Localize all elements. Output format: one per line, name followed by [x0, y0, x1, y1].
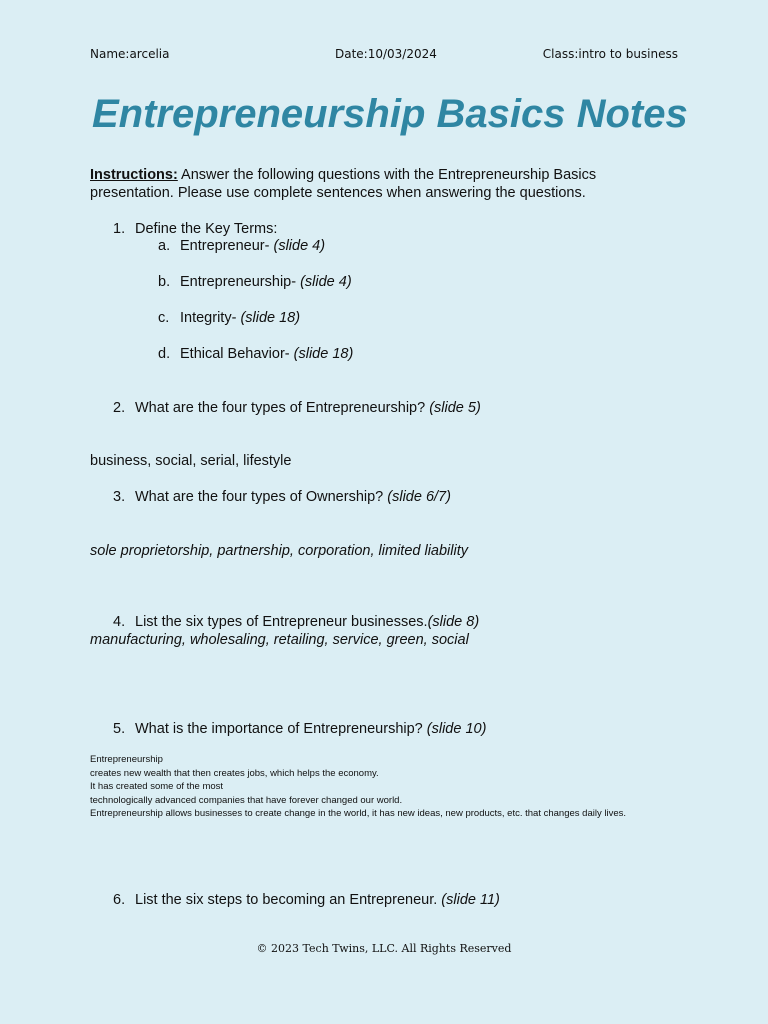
student-name: Name:arcelia [90, 47, 170, 61]
instructions-label: Instructions: [90, 167, 178, 183]
slide-ref: (slide 18) [240, 310, 301, 326]
question-number: 5. [113, 721, 126, 737]
instructions-text: Answer the following questions with the Entrepreneurship Basics presentation. Please use complete sentences when answering the questions. [90, 167, 597, 201]
answer-2: business, social, serial, lifestyle [90, 453, 292, 469]
date-field: Date:10/03/2024 [335, 47, 437, 61]
answer-line: creates new wealth that then creates jobs, which helps the economy. [90, 767, 379, 779]
answer-5 [90, 753, 626, 821]
question-number: 4. [113, 614, 126, 630]
slide-ref: (slide 5) [429, 400, 481, 416]
slide-ref: (slide 6/7) [387, 489, 451, 505]
term-letter: c. [158, 310, 170, 326]
answer-line: Entrepreneurship allows businesses to create change in the world, it has new ideas, new products, etc. that changes daily lives. [90, 808, 626, 820]
question-number: 1. [113, 221, 126, 237]
answer-4: manufacturing, wholesaling, retailing, service, green, social [90, 632, 469, 648]
question-text: What are the four types of Ownership? [135, 489, 388, 505]
question-text: What are the four types of Entrepreneurship? [135, 400, 430, 416]
class-field: Class:intro to business [542, 47, 678, 61]
question-number: 3. [113, 489, 126, 505]
question-text: Define the Key Terms: [135, 221, 278, 237]
slide-ref: (slide 4) [273, 238, 326, 254]
answer-line: It has created some of the most [90, 781, 224, 793]
term-label: Integrity- [180, 310, 241, 326]
term-letter: b. [158, 274, 171, 290]
answer-line: Entrepreneurship [90, 754, 163, 765]
term-label: Entrepreneurship- [180, 274, 301, 290]
question-4 [113, 613, 479, 631]
question-6 [113, 891, 500, 909]
question-text: What is the importance of Entrepreneurship? [135, 721, 427, 737]
term-letter: a. [158, 238, 171, 254]
question-5 [113, 720, 486, 738]
term-label: Entrepreneur- [180, 238, 274, 254]
answer-line: technologically advanced companies that have forever changed our world. [90, 794, 403, 806]
slide-ref: (slide 18) [293, 346, 354, 362]
slide-ref: (slide 10) [426, 721, 487, 737]
term-label: Ethical Behavior- [180, 346, 294, 362]
question-3 [113, 488, 451, 506]
question-1 [113, 220, 277, 238]
slide-ref: (slide 8) [427, 614, 480, 630]
question-number: 2. [113, 400, 126, 416]
instructions [90, 166, 650, 202]
question-number: 6. [113, 892, 126, 908]
question-text: List the six types of Entrepreneur businesses. [135, 614, 428, 630]
term-b [158, 273, 352, 291]
term-c [158, 309, 300, 327]
answer-3: sole proprietorship, partnership, corporation, limited liability [90, 543, 468, 559]
slide-ref: (slide 11) [441, 892, 500, 908]
term-letter: d. [158, 346, 171, 362]
page-title: Entrepreneurship Basics Notes [92, 92, 688, 136]
question-2 [113, 399, 481, 417]
slide-ref: (slide 4) [300, 274, 352, 290]
question-text: List the six steps to becoming an Entrepreneur. [135, 892, 442, 908]
copyright-footer: © 2023 Tech Twins, LLC. All Rights Reserved [256, 942, 512, 955]
term-d [158, 345, 353, 363]
term-a [158, 237, 325, 255]
